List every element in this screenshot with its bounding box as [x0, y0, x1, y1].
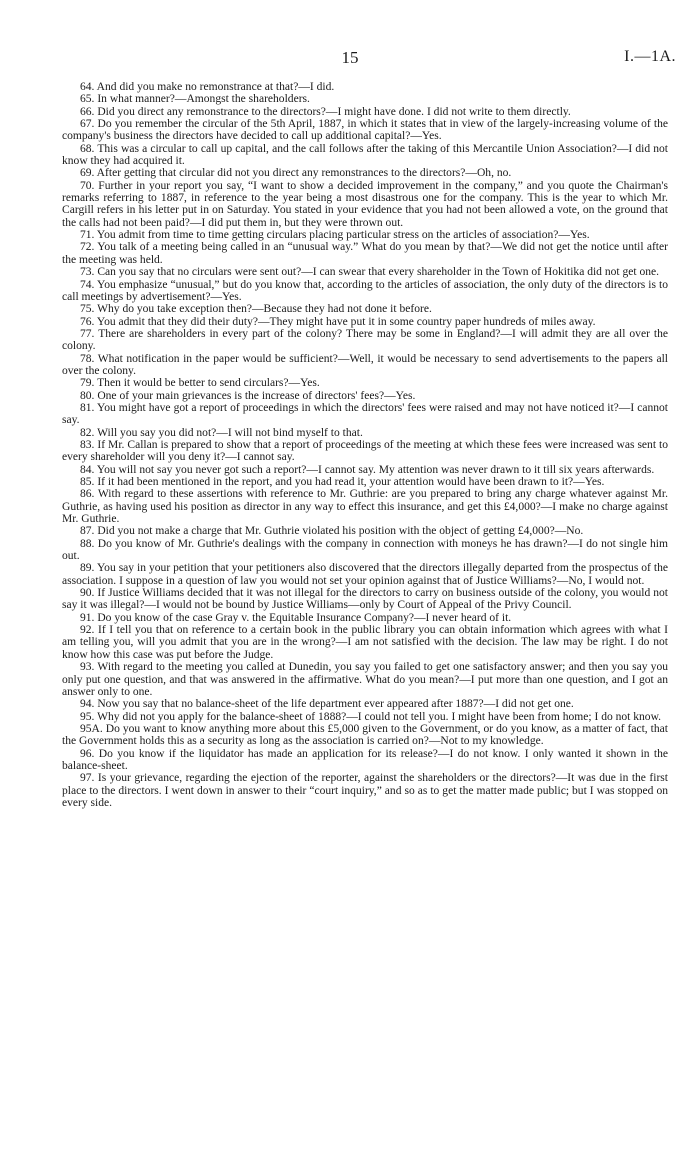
question-answer: 79. Then it would be better to send circulars?—Yes. — [80, 377, 320, 390]
question-answer: 64. And did you make no remonstrance at that?—I did. — [80, 81, 335, 93]
question-answer: 89. You say in your petition that your petitioners also discovered that the directors illegally departed from the prospectus of the association. I suppose in a question of law you would not set your opinion against that of Justice Williams?—No, I would not. — [62, 562, 668, 587]
page-number: 15 — [341, 48, 359, 67]
question-answer: 73. Can you say that no circulars were sent out?—I can swear that every shareholder in the Town of Hokitika did not get one. — [80, 266, 660, 279]
question-answer: 74. You emphasize “unusual,” but do you know that, according to the articles of association, the only duty of the directors is to call meetings by advertisement?—Yes. — [62, 278, 668, 303]
question-answer: 78. What notification in the paper would be sufficient?—Well, it would be necessary to send advertisements to the papers all over the colony. — [62, 352, 668, 377]
question-answer: 87. Did you not make a charge that Mr. Guthrie violated his position with the object of getting £4,000?—No. — [80, 525, 584, 538]
question-answer: 71. You admit from time to time getting circulars placing particular stress on the articles of association?—Yes. — [80, 229, 590, 242]
question-answer: 81. You might have got a report of proceedings in which the directors' fees were raised and may not have noticed it?—I cannot say. — [62, 401, 668, 427]
question-answer: 88. Do you know of Mr. Guthrie's dealings with the company in connection with moneys he has drawn?—I do not single him out. — [62, 537, 668, 563]
question-answer: 72. You talk of a meeting being called in an “unusual way.” What do you mean by that?—We did not get the notice until after the meeting was held. — [62, 241, 668, 266]
question-answer: 93. With regard to the meeting you called at Dunedin, you say you failed to get one satisfactory answer; and then you say you only put one question, and that was answered in the affirmative. What do you mean?—I put more than one question, and I got an answer only to one. — [62, 661, 668, 698]
question-answer: 67. Do you remember the circular of the 5th April, 1887, in which it states that in view of the largely-increasing volume of the company's business the directors have decided to call up additional capital?—Yes. — [62, 118, 668, 143]
question-answer: 94. Now you say that no balance-sheet of the life department ever appeared after 1887?—I did not get one. — [80, 698, 574, 711]
question-answer: 92. If I tell you that on reference to a certain book in the public library you can obtain information which agrees with what I am telling you, will you admit that you are in the wrong?—I am not satisfied with the decision. The law may be right. I do not know how this case was put before the Judge. — [62, 624, 668, 661]
question-answer: 65. In what manner?—Amongst the shareholders. — [80, 93, 310, 106]
question-answer: 75. Why do you take exception then?—Because they had not done it before. — [80, 303, 432, 316]
question-answer: 77. There are shareholders in every part of the colony? There may be some in England?—I will admit they are all over the colony. — [62, 327, 668, 353]
question-answer: 68. This was a circular to call up capital, and the call follows after the taking of this Mercantile Union Association?—I did not know they had acquired it. — [62, 142, 668, 168]
question-answer: 86. With regard to these assertions with reference to Mr. Guthrie: are you prepared to bring any charge whatever against Mr. Guthrie, as having used his position as director in any way to effect this insurance, and get this £4,000?—I make no charge against Mr. Guthrie. — [62, 488, 668, 526]
question-answer: 69. After getting that circular did not you direct any remonstrances to the directors?—Oh, no. — [80, 167, 512, 180]
question-answer: 83. If Mr. Callan is prepared to show that a report of proceedings of the meeting at which these fees were increased was sent to every shareholder will you deny it?—I cannot say. — [62, 438, 668, 464]
document-reference: I.—1A. — [624, 48, 676, 65]
question-answer: 80. One of your main grievances is the increase of directors' fees?—Yes. — [80, 389, 416, 402]
question-answer: 95A. Do you want to know anything more about this £5,000 given to the Government, or do you know, as a matter of fact, that the Government holds this as a security as long as the association is carried on?—Not to my knowledge. — [62, 722, 668, 748]
question-answer: 95. Why did not you apply for the balance-sheet of 1888?—I could not tell you. I might have been from home; I do not know. — [80, 710, 662, 723]
question-answer: 84. You will not say you never got such a report?—I cannot say. My attention was never drawn to it till six years afterwards. — [80, 463, 655, 476]
evidence-text — [62, 81, 668, 809]
question-answer: 82. Will you say you did not?—I will not bind myself to that. — [80, 426, 363, 439]
question-answer: 85. If it had been mentioned in the report, and you had read it, your attention would have been drawn to it?—Yes. — [80, 476, 605, 488]
question-answer: 70. Further in your report you say, “I want to show a decided improvement in the company,” and you quote the Chairman's remarks referring to 1887, in reference to the year being a most disastrous one for the company. This is the year to which Mr. Cargill refers in his letter put in on Saturday. You stated in your evidence that you had not been allowed a vote, on the ground that the calls had not been paid?—I did put them in, but they were thrown out. — [62, 179, 668, 229]
question-answer: 66. Did you direct any remonstrance to the directors?—I might have done. I did not write to them directly. — [80, 105, 571, 118]
question-answer: 90. If Justice Williams decided that it was not illegal for the directors to carry on business outside of the colony, you would not say it was illegal?—I would not be bound by Justice Williams—only by Court of Appeal of the Privy Council. — [62, 587, 668, 612]
question-answer: 76. You admit that they did their duty?—They might have put it in some country paper hundreds of miles away. — [80, 315, 596, 328]
question-answer: 96. Do you know if the liquidator has made an application for its release?—I do not know. I only wanted it shown in the balance-sheet. — [62, 747, 668, 772]
question-answer: 97. Is your grievance, regarding the ejection of the reporter, against the shareholders or the directors?—It was due in the first place to the directors. I went down in answer to their “court inquiry,” and so as to get the matter made public; but I was stopped on every side. — [62, 772, 668, 809]
question-answer: 91. Do you know of the case Gray v. the Equitable Insurance Company?—I never heard of it. — [80, 611, 512, 624]
